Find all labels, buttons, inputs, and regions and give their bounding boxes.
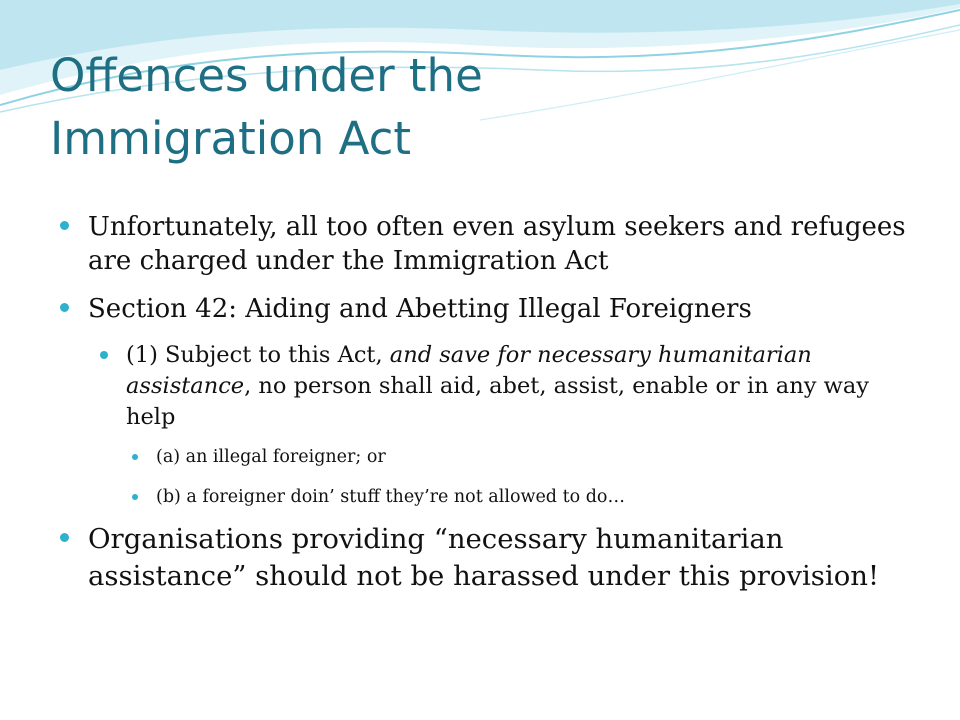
sub-sub-bullet-item (60, 445, 920, 469)
sub-bullet-text-part1: (1) Subject to this Act, (126, 342, 390, 368)
sub-sub-bullet-item (60, 485, 920, 509)
sub-bullet-text-part2: , no person shall aid, abet, assist, enable or in any way help (126, 373, 869, 430)
bullet-dot-icon (60, 221, 69, 230)
bullet-dot-icon (132, 454, 138, 460)
bullet-dot-icon (100, 351, 108, 359)
sub-bullet-text-italic: and save for necessary humanitarian assistance (126, 342, 812, 399)
slide-body (60, 210, 920, 595)
slide-title (50, 44, 930, 170)
bullet-item (60, 521, 920, 595)
bullet-text: Section 42: Aiding and Abetting Illegal Foreigners (88, 294, 752, 324)
sub-bullet-item (60, 340, 920, 433)
bullet-item (60, 292, 920, 326)
bullet-text: Unfortunately, all too often even asylum seekers and refugees are charged under the Immigration Act (88, 212, 906, 276)
bullet-text: Organisations providing “necessary humanitarian assistance” should not be harassed under this provision! (88, 523, 880, 592)
bullet-dot-icon (60, 303, 69, 312)
bullet-dot-icon (60, 533, 69, 542)
bullet-dot-icon (132, 494, 138, 500)
sub-sub-bullet-text: (b) a foreigner doin’ stuff they’re not allowed to do… (156, 487, 625, 507)
sub-sub-bullet-text: (a) an illegal foreigner; or (156, 447, 386, 467)
slide-title-line2: Immigration Act (50, 112, 411, 165)
slide-title-line1: Offences under the (50, 49, 483, 102)
bullet-item (60, 210, 920, 278)
